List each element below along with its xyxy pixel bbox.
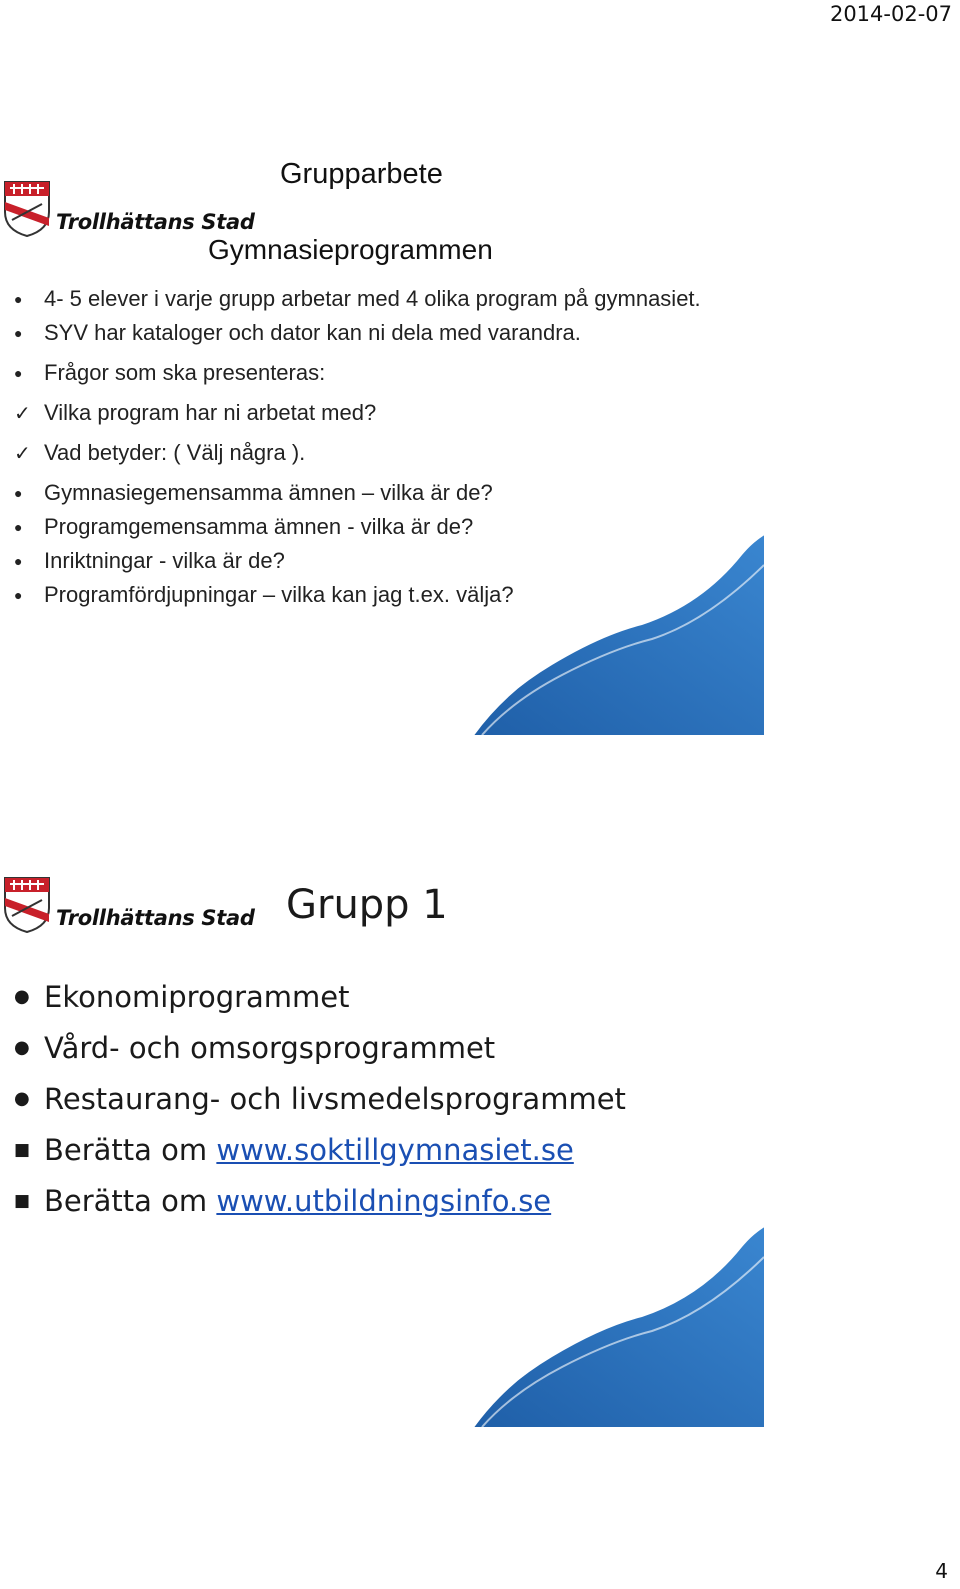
list-item: ✓ Vilka program har ni arbetat med? <box>14 400 377 425</box>
slide-title: Grupparbete <box>280 158 443 190</box>
blue-wave-decoration-icon <box>472 535 764 735</box>
bullet-dot-icon: ● <box>14 553 23 569</box>
list-item: ● Inriktningar - vilka är de? <box>14 548 285 573</box>
bullet-dot-icon: ● <box>14 519 23 535</box>
list-item: ✓ Vad betyder: ( Välj några ). <box>14 440 306 465</box>
list-item: ● 4- 5 elever i varje grupp arbetar med 4 olika program på gymnasiet. <box>14 286 701 311</box>
brand-name: Trollhättans Stad <box>56 210 255 234</box>
bullet-dot-icon: ● <box>14 587 23 603</box>
list-item: ■ Berätta om www.utbildningsinfo.se <box>12 1179 752 1230</box>
slide-subtitle: Gymnasieprogrammen <box>208 234 493 265</box>
page-number: 4 <box>935 1559 948 1583</box>
bullet-square-icon: ■ <box>14 1140 31 1160</box>
bullet-dot-icon: ● <box>14 1037 30 1058</box>
trollhattan-logo <box>2 178 255 238</box>
list-item: ● Frågor som ska presenteras: <box>14 360 326 385</box>
link-soktillgymnasiet[interactable]: www.soktillgymnasiet.se <box>216 1133 574 1167</box>
list-item: ● Vård- och omsorgsprogrammet <box>12 1026 752 1077</box>
checkmark-icon: ✓ <box>14 401 31 425</box>
link-utbildningsinfo[interactable]: www.utbildningsinfo.se <box>216 1184 552 1218</box>
list-item: ● SYV har kataloger och dator kan ni dela med varandra. <box>14 320 581 345</box>
list-item: ● Gymnasiegemensamma ämnen – vilka är de? <box>14 480 493 505</box>
bullet-dot-icon: ● <box>14 365 23 381</box>
list-item: ● Restaurang- och livsmedelsprogrammet <box>12 1077 752 1128</box>
list-item: ● Programgemensamma ämnen - vilka är de? <box>14 514 474 539</box>
trollhattan-logo <box>2 874 255 934</box>
list-item: ● Programfördjupningar – vilka kan jag t.ex. välja? <box>14 582 514 607</box>
checkmark-icon: ✓ <box>14 441 31 465</box>
list-item: ■ Berätta om www.soktillgymnasiet.se <box>12 1128 752 1179</box>
blue-wave-decoration-icon <box>472 1227 764 1427</box>
brand-name: Trollhättans Stad <box>56 906 255 930</box>
slide-grupparbete <box>0 150 780 750</box>
bullet-square-icon: ■ <box>14 1191 31 1211</box>
document-date: 2014-02-07 <box>829 2 952 26</box>
bullet-dot-icon: ● <box>14 291 23 307</box>
program-list <box>12 975 752 1230</box>
slide-grupp-1 <box>0 862 780 1452</box>
coat-of-arms-icon <box>2 178 52 238</box>
list-item: ● Ekonomiprogrammet <box>12 975 752 1026</box>
bullet-dot-icon: ● <box>14 1088 30 1109</box>
bullet-dot-icon: ● <box>14 986 30 1007</box>
slide-title: Grupp 1 <box>286 882 448 928</box>
bullet-dot-icon: ● <box>14 485 23 501</box>
coat-of-arms-icon <box>2 874 52 934</box>
bullet-dot-icon: ● <box>14 325 23 341</box>
